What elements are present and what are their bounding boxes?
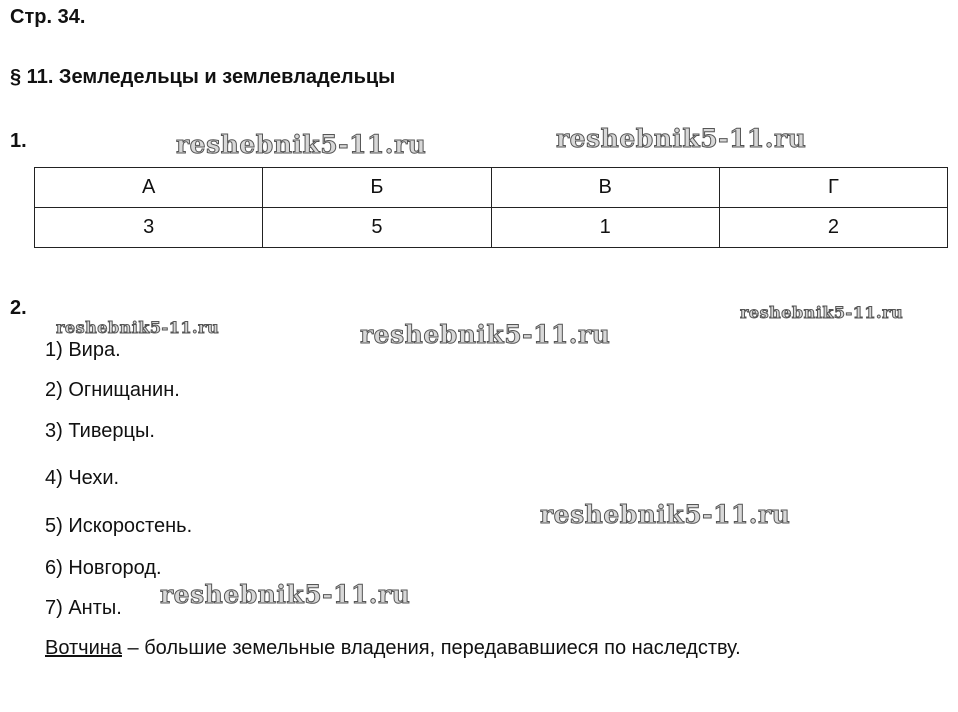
- watermark: reshebnik5-11.ru: [360, 320, 611, 349]
- task-1-number: 1.: [10, 130, 27, 152]
- watermark: reshebnik5-11.ru: [556, 124, 807, 153]
- answer-table-header-cell: Б: [263, 168, 491, 208]
- answer-list-item: 3) Тиверцы.: [45, 420, 155, 442]
- definition-text: – большие земельные владения, передававшиеся по наследству.: [121, 637, 741, 659]
- watermark: reshebnik5-11.ru: [160, 580, 411, 609]
- answer-list-item: 2) Огнищанин.: [45, 379, 180, 401]
- section-title: § 11. Земледельцы и землевладельцы: [10, 66, 396, 88]
- answer-table-value-cell: 2: [719, 208, 947, 248]
- page-number: Стр. 34.: [10, 6, 86, 28]
- answer-list-item: 4) Чехи.: [45, 467, 120, 489]
- answer-table-header-cell: В: [491, 168, 719, 208]
- answer-table-value-cell: 5: [263, 208, 491, 248]
- answer-list-item: 7) Анты.: [45, 597, 122, 619]
- answer-list-item: 6) Новгород.: [45, 557, 162, 579]
- answer-table-header-cell: Г: [719, 168, 947, 208]
- watermark: reshebnik5-11.ru: [740, 303, 904, 322]
- answer-table: [34, 167, 948, 248]
- answer-table-value-cell: 3: [35, 208, 263, 248]
- watermark: reshebnik5-11.ru: [176, 130, 427, 159]
- answer-list-item: 5) Искоростень.: [45, 515, 193, 537]
- answer-table-header-cell: А: [35, 168, 263, 208]
- definition-line: [45, 637, 741, 660]
- task-2-number: 2.: [10, 297, 27, 319]
- definition-term: Вотчина: [45, 637, 122, 659]
- answer-table-value-cell: 1: [491, 208, 719, 248]
- answer-table-value-row: [35, 208, 948, 248]
- answer-list-item: 1) Вира.: [45, 339, 121, 361]
- answer-table-header-row: [35, 168, 948, 208]
- watermark: reshebnik5-11.ru: [56, 318, 220, 337]
- watermark: reshebnik5-11.ru: [540, 500, 791, 529]
